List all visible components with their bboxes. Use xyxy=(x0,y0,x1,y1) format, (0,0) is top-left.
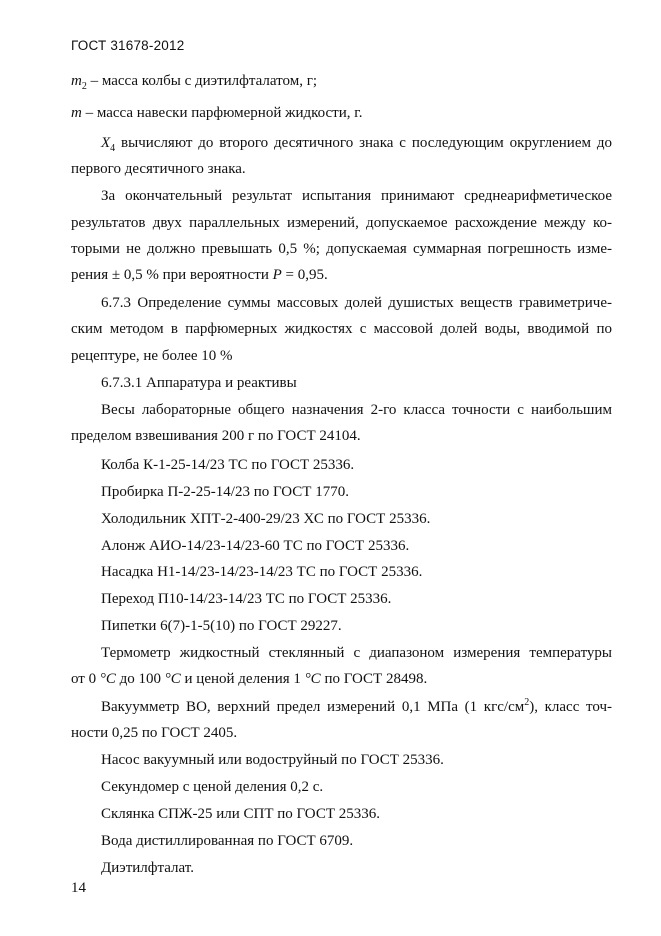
section-heading: рецептуре, не более 10 % xyxy=(71,348,233,364)
list-item: Секундомер с ценой деления 0,2 с. xyxy=(101,779,324,795)
text-line: от 0 °C до 100 °C и ценой деления 1 °C по ГОСТ 28498. xyxy=(71,671,428,687)
page-number: 14 xyxy=(71,880,86,896)
variable-m2: m xyxy=(71,73,82,89)
text-line: результатов двух параллельных измерений, допускаемое расхождение между ко- xyxy=(71,215,612,231)
text-line: ности 0,25 по ГОСТ 2405. xyxy=(71,725,238,741)
list-item: Пробирка П-2-25-14/23 по ГОСТ 1770. xyxy=(101,484,349,500)
list-item: Вода дистиллированная по ГОСТ 6709. xyxy=(101,833,354,849)
list-item: Насадка Н1-14/23-14/23-14/23 ТС по ГОСТ 25336. xyxy=(101,564,423,580)
text-line: рения ± 0,5 % при вероятности P = 0,95. xyxy=(71,267,328,283)
text-line: $m_2$ – масса колбы с диэтилфталатом, г; xyxy=(71,73,318,92)
list-item: Пипетки 6(7)-1-5(10) по ГОСТ 29227. xyxy=(101,618,342,634)
document-header: ГОСТ 31678-2012 xyxy=(71,38,185,53)
text-line: $X_4$ вычисляют до второго десятичного знака с последующим округлением до xyxy=(101,135,612,154)
list-item: Переход П10-14/23-14/23 ТС по ГОСТ 25336. xyxy=(101,591,392,607)
text-line: За окончательный результат испытания принимают среднеарифметическое xyxy=(101,188,612,204)
list-item: Колба К-1-25-14/23 ТС по ГОСТ 25336. xyxy=(101,457,355,473)
text-line: первого десятичного знака. xyxy=(71,161,246,177)
subsection-heading: 6.7.3.1 Аппаратура и реактивы xyxy=(101,375,297,391)
text-line: Весы лабораторные общего назначения 2-го класса точности с наибольшим xyxy=(101,402,612,418)
text-line: m – масса навески парфюмерной жидкости, г. xyxy=(71,105,363,121)
list-item: Диэтилфталат. xyxy=(101,860,194,876)
text-line: торыми не должно превышать 0,5 %; допускаемая суммарная погрешность изме- xyxy=(71,241,612,257)
list-item: Алонж АИО-14/23-14/23-60 ТС по ГОСТ 25336. xyxy=(101,538,410,554)
list-item: Насос вакуумный или водоструйный по ГОСТ 25336. xyxy=(101,752,444,768)
section-heading: ским методом в парфюмерных жидкостях с массовой долей воды, вводимой по xyxy=(71,321,612,337)
list-item: Термометр жидкостный стеклянный с диапазоном измерения температуры xyxy=(101,645,612,661)
variable-x4: X xyxy=(101,135,111,151)
variable-m: m xyxy=(71,105,82,121)
variable-p: P xyxy=(272,267,282,283)
text-line: пределом взвешивания 200 г по ГОСТ 24104. xyxy=(71,428,361,444)
list-item: Склянка СПЖ-25 или СПТ по ГОСТ 25336. xyxy=(101,806,380,822)
section-heading: 6.7.3 Определение суммы массовых долей душистых веществ гравиметриче- xyxy=(101,295,612,311)
list-item: Холодильник ХПТ-2-400-29/23 ХС по ГОСТ 25336. xyxy=(101,511,431,527)
list-item: Вакуумметр ВО, верхний предел измерений 0,1 МПа (1 кгс/$см^2$), класс точ- xyxy=(101,697,613,715)
